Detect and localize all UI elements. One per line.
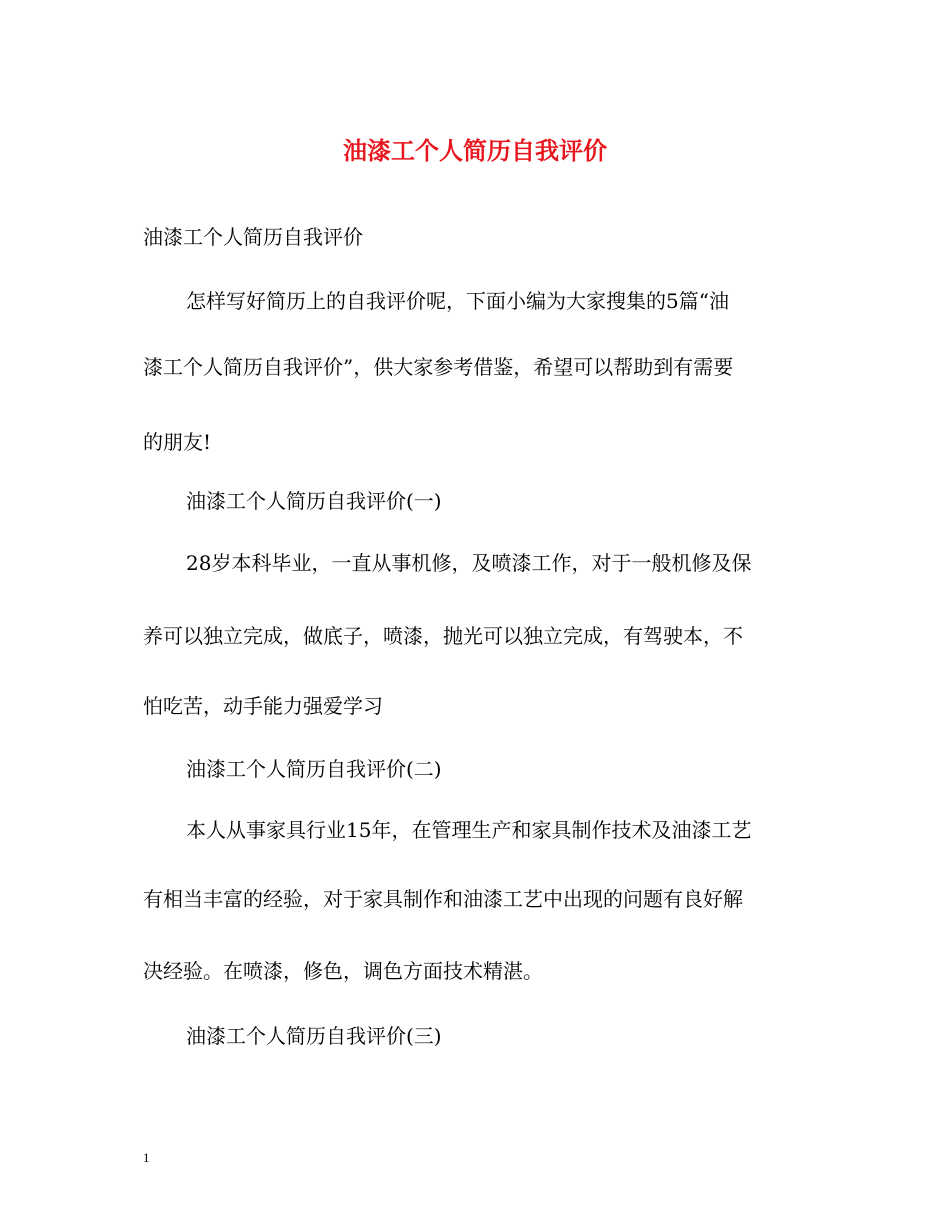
document-title: 油漆工个人简历自我评价 [343,136,607,165]
section-1-line-2: 养可以独立完成，做底子，喷漆，抛光可以独立完成，有驾驶本，不 [143,624,743,648]
section-2-line-2: 有相当丰富的经验，对于家具制作和油漆工艺中出现的问题有良好解 [143,887,743,911]
section-1-line-1: 28岁本科毕业，一直从事机修，及喷漆工作，对于一般机修及保 [186,551,752,575]
section-2-line-3: 决经验。在喷漆，修色，调色方面技术精湛。 [143,959,543,983]
intro-line-2: 漆工个人简历自我评价”，供大家参考借鉴，希望可以帮助到有需要 [143,355,734,379]
intro-line-3: 的朋友! [143,430,212,454]
section-heading-1: 油漆工个人简历自我评价(一) [186,489,442,513]
intro-line-1: 怎样写好简历上的自我评价呢，下面小编为大家搜集的5篇“油 [186,289,729,313]
subtitle-line: 油漆工个人简历自我评价 [143,225,363,249]
section-heading-3: 油漆工个人简历自我评价(三) [186,1024,442,1048]
page-number: 1 [143,1150,150,1165]
section-2-line-1: 本人从事家具行业15年，在管理生产和家具制作技术及油漆工艺 [186,818,752,842]
section-1-line-3: 怕吃苦，动手能力强爱学习 [143,694,383,718]
section-heading-2: 油漆工个人简历自我评价(二) [186,757,442,781]
